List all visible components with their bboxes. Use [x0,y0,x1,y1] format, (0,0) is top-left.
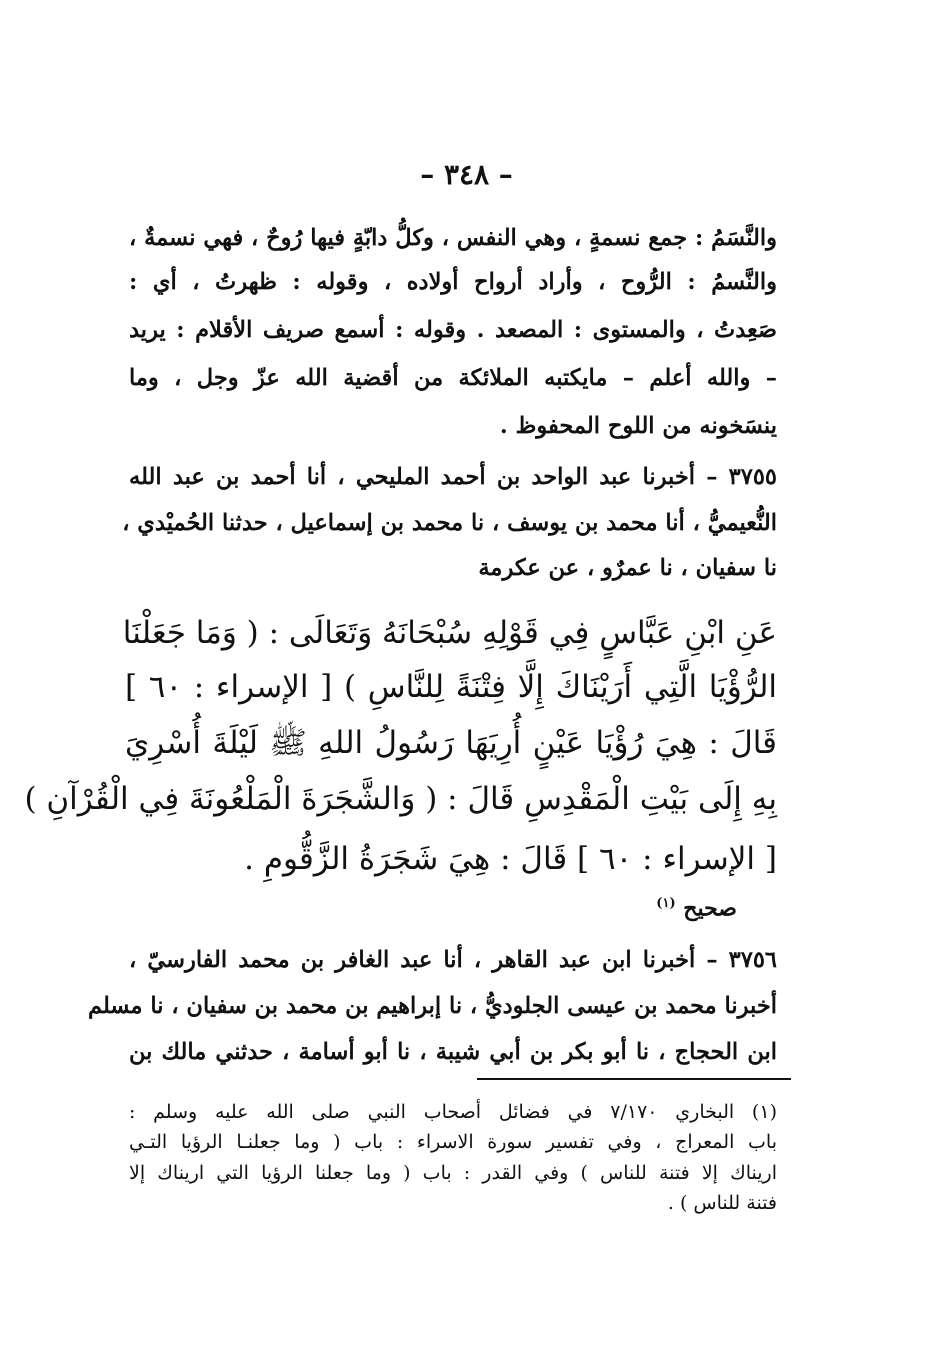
isnad-line: ٣٧٥٦ – أخبرنا ابن عبد القاهر ، أنا عبد الغافر بن محمد الفارسيّ ، [129,947,777,973]
footnote-line: (١) البخاري ٧/١٧٠ في فضائل أصحاب النبي صلى الله عليه وسلم : [129,1101,777,1123]
isnad-line: نا سفيان ، نا عمرٌو ، عن عكرمة [478,555,777,581]
isnad-line: النُّعيميُّ ، أنا محمد بن يوسف ، نا محمد بن إسماعيل ، حدثنا الحُميْدي ، [122,510,777,536]
isnad-line: ابن الحجاج ، نا أبو بكر بن أبي شيبة ، نا أبو أسامة ، حدثني مالك بن [129,1039,777,1065]
isnad-line: أخبرنا محمد بن عيسى الجلوديُّ ، نا إبراهيم بن محمد بن سفيان ، نا مسلم [88,993,777,1019]
page-number: – ٣٤٨ – [420,158,513,191]
commentary-line: والنَّسمُ : الرُّوح ، وأراد أرواح أولاده ، وقوله : ظهرتُ ، أي : [129,269,777,295]
footnote-line: باب المعراج ، وفي تفسير سورة الاسراء : باب ( وما جعلنـا الرؤيا التـي [129,1131,777,1153]
footnote-line: فتنة للناس ) . [667,1192,777,1214]
hadith-line: قَالَ : هِيَ رُؤْيَا عَيْنٍ أُرِيَهَا رَسُولُ اللهِ ﷺ لَيْلَةَ أُسْرِيَ [125,725,777,761]
commentary-line: – والله أعلم – مايكتبه الملائكة من أقضية الله عزّ وجل ، وما [129,365,777,391]
commentary-line: والنَّسَمُ : جمع نسمةٍ ، وهي النفس ، وكلُّ دابّةٍ فيها رُوحٌ ، فهي نسمةٌ ، [129,225,777,251]
footnote-separator [477,1078,791,1080]
footnote-line: اريناك إلا فتنة للناس ) وفي القدر : باب ( وما جعلنا الرؤيا التي اريناك إلا [129,1162,777,1184]
hadith-line: عَنِ ابْنِ عَبَّاسٍ فِي قَوْلِهِ سُبْحَانَهُ وَتَعَالَى : ( وَمَا جَعَلْنَا [122,615,777,651]
isnad-line: ٣٧٥٥ – أخبرنا عبد الواحد بن أحمد المليحي ، أنا أحمد بن عبد الله [129,464,777,490]
hadith-line: الرُّؤْيَا الَّتِي أَرَيْنَاكَ إِلَّا فِتْنَةً لِلنَّاسِ ) [ الإسراء : ٦٠ ] [125,669,778,705]
commentary-line: صَعِدتُ ، والمستوى : المصعد . وقوله : أسمع صريف الأقلام : يريد [129,317,777,343]
grade-label: صحيح [683,895,737,922]
commentary-line: ينسَخونه من اللوح المحفوظ . [499,413,777,439]
footnote-ref: (١) [656,896,676,911]
hadith-line: [ الإسراء : ٦٠ ] قَالَ : هِيَ شَجَرَةُ الزَّقُّومِ . [244,841,777,877]
hadith-grade [656,887,737,925]
hadith-line: بِهِ إِلَى بَيْتِ الْمَقْدِسِ قَالَ : ( وَالشَّجَرَةَ الْمَلْعُونَةَ فِي الْقُرْآنِ ) [24,781,777,817]
